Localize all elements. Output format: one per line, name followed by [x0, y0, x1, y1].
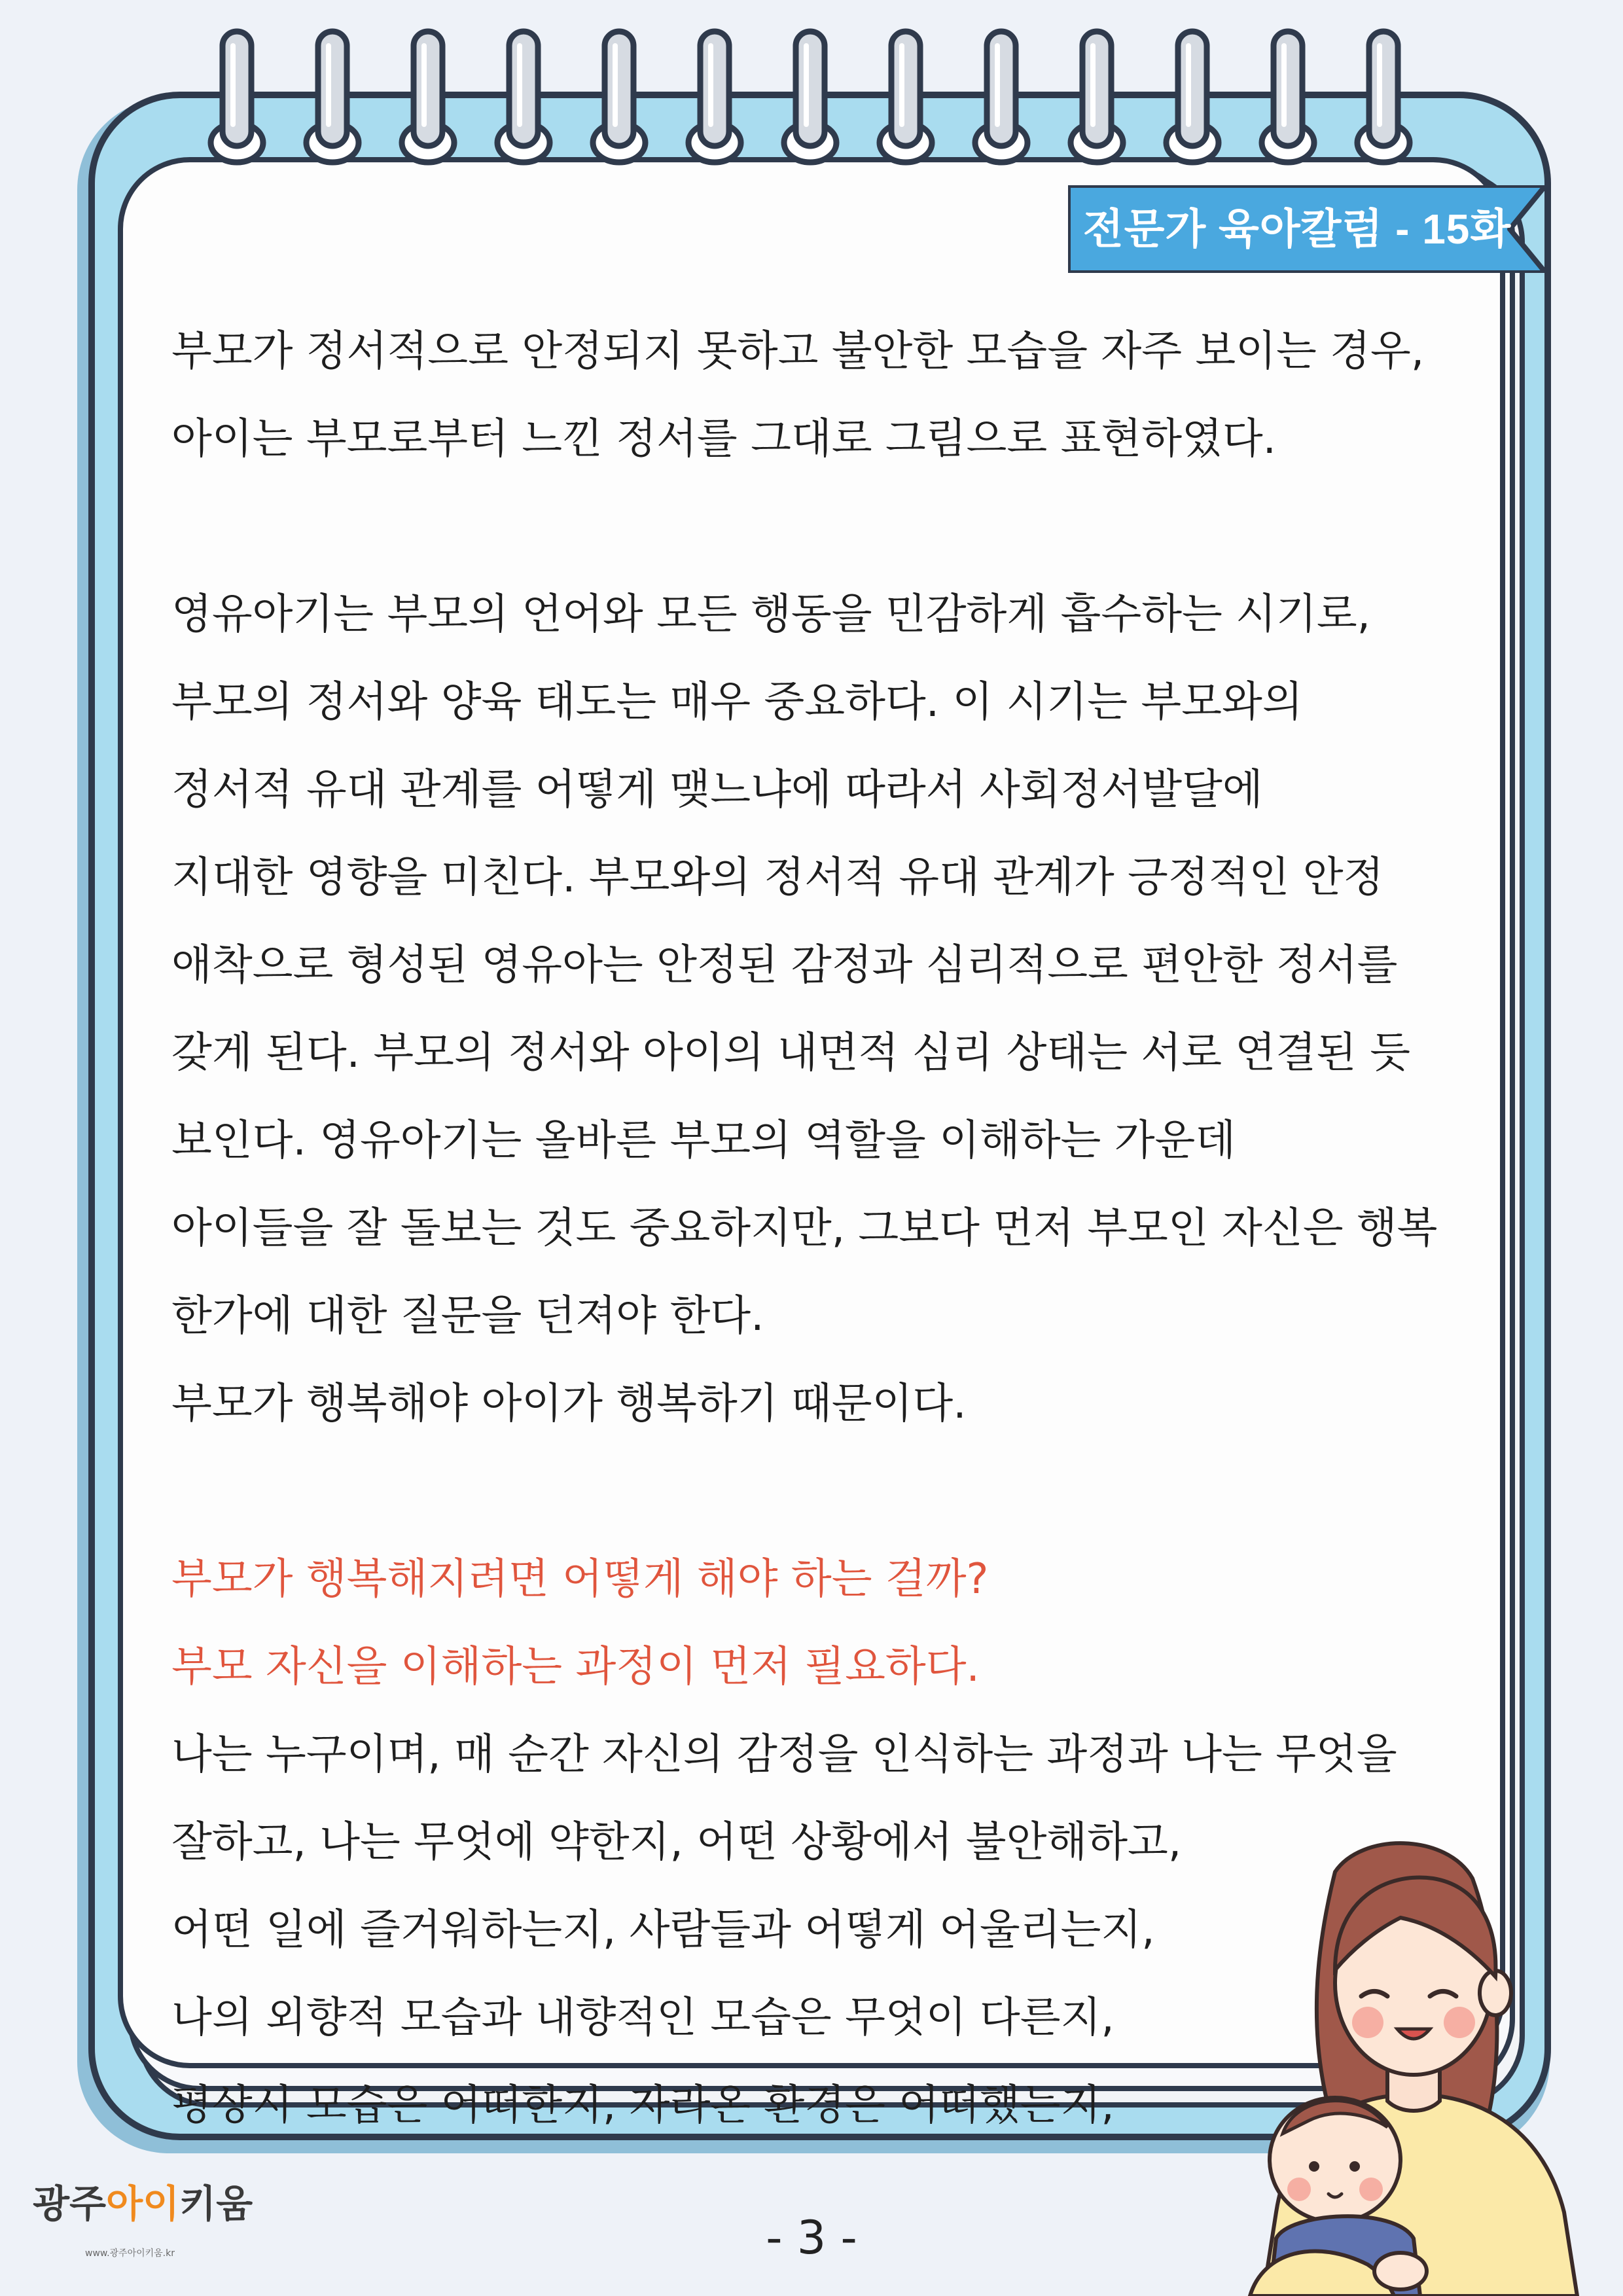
- ring-loop: [318, 31, 347, 146]
- ring-loop: [796, 31, 825, 146]
- ring-loop: [1274, 31, 1302, 146]
- body-line: 부모의 정서와 양육 태도는 매우 중요하다. 이 시기는 부모와의: [171, 678, 1303, 726]
- body-line: 한가에 대한 질문을 던져야 한다.: [171, 1292, 764, 1340]
- site-logo[interactable]: [33, 2160, 294, 2278]
- ring-loop: [1178, 31, 1207, 146]
- ring-loop: [509, 31, 538, 146]
- body-line: 보인다. 영유아기는 올바른 부모의 역할을 이해하는 가운데: [171, 1117, 1236, 1165]
- ring-loop: [1369, 31, 1398, 146]
- ring-loop: [987, 31, 1016, 146]
- body-line: 영유아기는 부모의 언어와 모든 행동을 민감하게 흡수하는 시기로,: [171, 590, 1370, 639]
- spiral-rings-icon: [0, 0, 1623, 196]
- ring-loop: [891, 31, 920, 146]
- ring-loop: [414, 31, 442, 146]
- body-line: 정서적 유대 관계를 어떻게 맺느냐에 따라서 사회정서발달에: [171, 766, 1263, 814]
- body-line: 나는 누구이며, 매 순간 자신의 감정을 인식하는 과정과 나는 무엇을: [171, 1731, 1397, 1779]
- logo-wordmark: 광주아이키움: [33, 2183, 253, 2225]
- body-line: 부모가 행복해야 아이가 행복하기 때문이다.: [171, 1380, 967, 1428]
- ring-loop: [605, 31, 633, 146]
- body-line: 나의 외향적 모습과 내향적인 모습은 무엇이 다른지,: [171, 1994, 1115, 2042]
- body-line: 지대한 영향을 미친다. 부모와의 정서적 유대 관계가 긍정적인 안정: [171, 853, 1384, 902]
- page-number: - 3 -: [766, 2211, 857, 2265]
- highlight-line: 부모 자신을 이해하는 과정이 먼저 필요하다.: [171, 1643, 980, 1691]
- body-line: 어떤 일에 즐거워하는지, 사람들과 어떻게 어울리는지,: [171, 1906, 1155, 1954]
- body-line: 잘하고, 나는 무엇에 약한지, 어떤 상황에서 불안해하고,: [171, 1818, 1182, 1867]
- body-line: 아이들을 잘 돌보는 것도 중요하지만, 그보다 먼저 부모인 자신은 행복: [171, 1204, 1438, 1253]
- ring-loop: [700, 31, 729, 146]
- body-line: 애착으로 형성된 영유아는 안정된 감정과 심리적으로 편안한 정서를: [171, 941, 1398, 990]
- highlight-line: 부모가 행복해지려면 어떻게 해야 하는 걸까?: [171, 1555, 989, 1604]
- body-line: 갖게 된다. 부모의 정서와 아이의 내면적 심리 상태는 서로 연결된 듯: [171, 1029, 1411, 1077]
- body-line: 부모가 정서적으로 안정되지 못하고 불안한 모습을 자주 보이는 경우,: [171, 327, 1425, 376]
- logo-url: www.광주아이키움.kr: [85, 2248, 175, 2259]
- ring-loop: [223, 31, 251, 146]
- body-line: 아이는 부모로부터 느낀 정서를 그대로 그림으로 표현하였다.: [171, 415, 1277, 463]
- ring-loop: [1082, 31, 1111, 146]
- mother-baby-illustration: [1237, 1820, 1623, 2296]
- body-line: 평상시 모습은 어떠한지, 자라온 환경은 어떠했는지,: [171, 2081, 1115, 2130]
- column-badge-label: 전문가 육아칼럼 - 15화: [1082, 206, 1512, 253]
